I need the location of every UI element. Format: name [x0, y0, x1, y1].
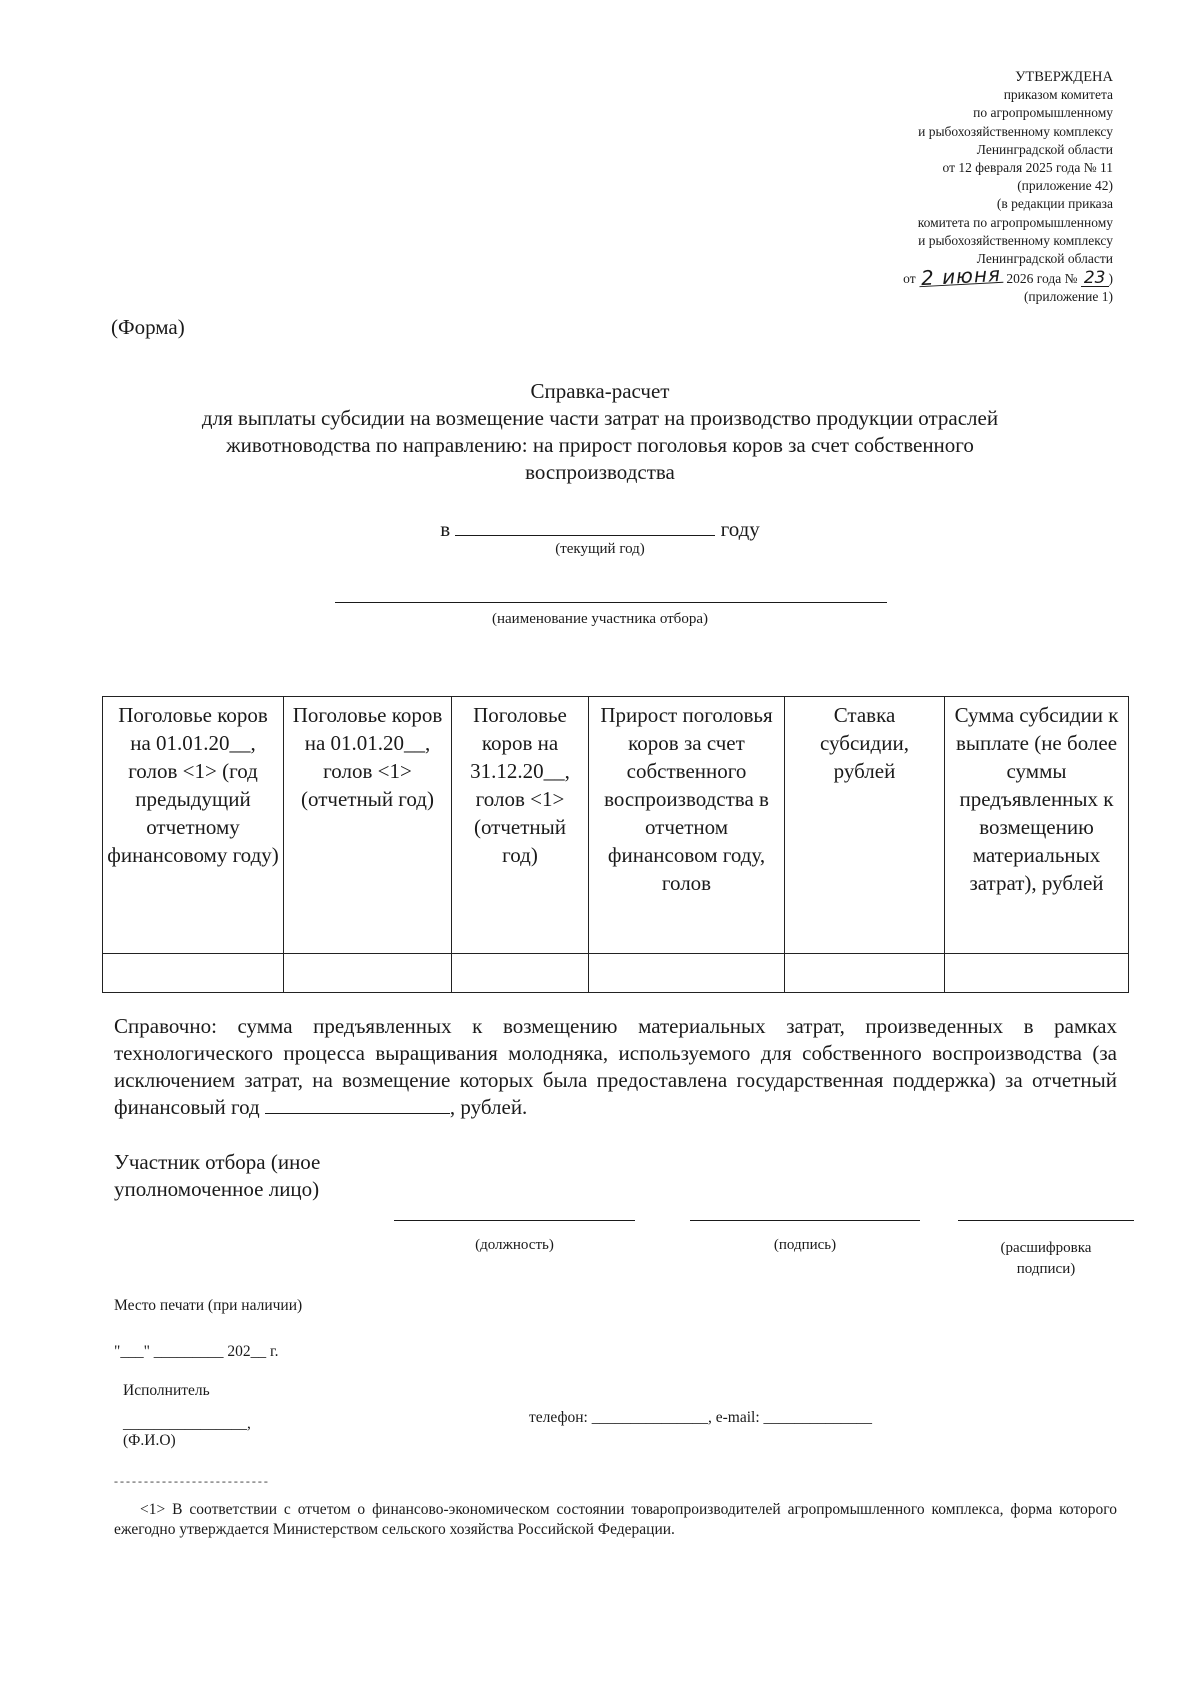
approval-appendix: (приложение 1): [1023, 289, 1113, 305]
executor-fio-caption: (Ф.И.О): [123, 1432, 176, 1449]
participant-caption: (наименование участника отбора): [492, 611, 708, 627]
position-caption: (должность): [475, 1237, 554, 1253]
participant-label: [114, 1149, 320, 1203]
table-cell[interactable]: [785, 954, 945, 993]
note-text: Справочно: сумма предъявленных к возмещению материальных затрат, произведенных в рамках технологического процесса выращивания молодняка, используемого для собственного воспроизводства (за исключением затрат, на возмещение которых была предоставлена государственная поддержка) за отчетный финансовый год: [114, 1014, 1117, 1119]
edition-prefix: от: [903, 271, 916, 287]
decoding-caption-line: (расшифровка: [1000, 1240, 1092, 1256]
edition-suffix: ): [1108, 271, 1113, 287]
title-line: животноводства по направлению: на прирост поголовья коров за счет собственного: [226, 433, 974, 457]
table-cell[interactable]: [103, 954, 284, 993]
approval-line: Ленинградской области: [976, 141, 1113, 157]
title-line: воспроизводства: [525, 460, 675, 484]
header-cows-prev-year: Поголовье коров на 01.01.20__, голов <1> (год предыдущий отчетному финансовому году): [103, 697, 284, 954]
decoding-caption: [958, 1238, 1134, 1280]
header-cows-start-year: Поголовье коров на 01.01.20__, голов <1> (отчетный год): [284, 697, 452, 954]
approval-line: УТВЕРЖДЕНА: [1015, 69, 1113, 85]
participant-line: Участник отбора (иное: [114, 1150, 321, 1174]
approval-line: (в редакции приказа: [996, 196, 1113, 212]
approval-line: приказом комитета: [1003, 87, 1113, 103]
signature-caption: (подпись): [773, 1237, 837, 1253]
table-cell[interactable]: [284, 954, 452, 993]
form-label: (Форма): [111, 315, 185, 339]
approval-line: от 12 февраля 2025 года № 11: [942, 160, 1113, 176]
title-line: Справка-расчет: [530, 379, 670, 403]
approval-stamp: [693, 68, 1113, 307]
participant-name-blank[interactable]: [335, 601, 887, 603]
approval-line: (приложение 42): [1017, 178, 1113, 194]
reference-note: [114, 1013, 1117, 1121]
edition-year: 2026 года №: [1006, 271, 1078, 287]
year-line: [0, 515, 1200, 542]
participant-line: уполномоченное лицо): [114, 1177, 320, 1201]
position-blank[interactable]: [394, 1219, 635, 1221]
handwritten-number: 23: [1081, 270, 1109, 287]
footnote: <1> В соответствии с отчетом о финансово-экономическом состоянии товаропроизводителей агропромышленного комплекса, форма которого ежегодно утверждается Министерством сельского хозяйства Российской Федерации.: [114, 1501, 1117, 1538]
seal-place: Место печати (при наличии): [114, 1297, 303, 1314]
table-header-row: [103, 697, 1129, 954]
executor-blank[interactable]: ________________,: [123, 1415, 251, 1432]
year-suffix: году: [720, 517, 760, 541]
signature-blank[interactable]: [690, 1219, 920, 1221]
header-subsidy-sum: Сумма субсидии к выплате (не более суммы предъявленных к возмещению материальных затрат), рублей: [945, 697, 1129, 954]
approval-line: и рыбохозяйственному комплексу: [918, 123, 1113, 139]
decoding-caption-line: подписи): [1016, 1261, 1076, 1277]
approval-line: Ленинградской области: [976, 251, 1113, 267]
decoding-blank[interactable]: [958, 1219, 1134, 1221]
footnote-separator: --------------------------: [114, 1474, 270, 1488]
header-rate: Ставка субсидии, рублей: [785, 697, 945, 954]
document-title: [120, 378, 1080, 486]
title-line: для выплаты субсидии на возмещение части затрат на производство продукции отраслей: [201, 406, 999, 430]
approval-line: по агропромышленному: [973, 105, 1113, 121]
handwritten-date: 2 июня: [920, 262, 1002, 291]
approval-line: и рыбохозяйственному комплексу: [918, 232, 1113, 248]
date-line: "___" _________ 202__ г.: [114, 1343, 279, 1360]
table-cell[interactable]: [452, 954, 589, 993]
approval-edition-line: [693, 262, 1113, 291]
executor-label: Исполнитель: [123, 1382, 210, 1399]
table-cell[interactable]: [589, 954, 785, 993]
calculation-table: [102, 696, 1129, 993]
table-row: [103, 954, 1129, 993]
executor-contacts: телефон: _______________, e-mail: ______________: [529, 1409, 872, 1426]
note-amount-blank[interactable]: [265, 1095, 450, 1114]
header-cows-end-year: Поголовье коров на 31.12.20__, голов <1> (отчетный год): [452, 697, 589, 954]
year-prefix: в: [440, 517, 451, 541]
table-cell[interactable]: [945, 954, 1129, 993]
year-blank[interactable]: [455, 515, 715, 536]
approval-line: комитета по агропромышленному: [917, 214, 1113, 230]
note-suffix: , рублей.: [449, 1095, 528, 1119]
year-caption: (текущий год): [555, 541, 645, 557]
header-growth: Прирост поголовья коров за счет собственного воспроизводства в отчетном финансовом году, голов: [589, 697, 785, 954]
